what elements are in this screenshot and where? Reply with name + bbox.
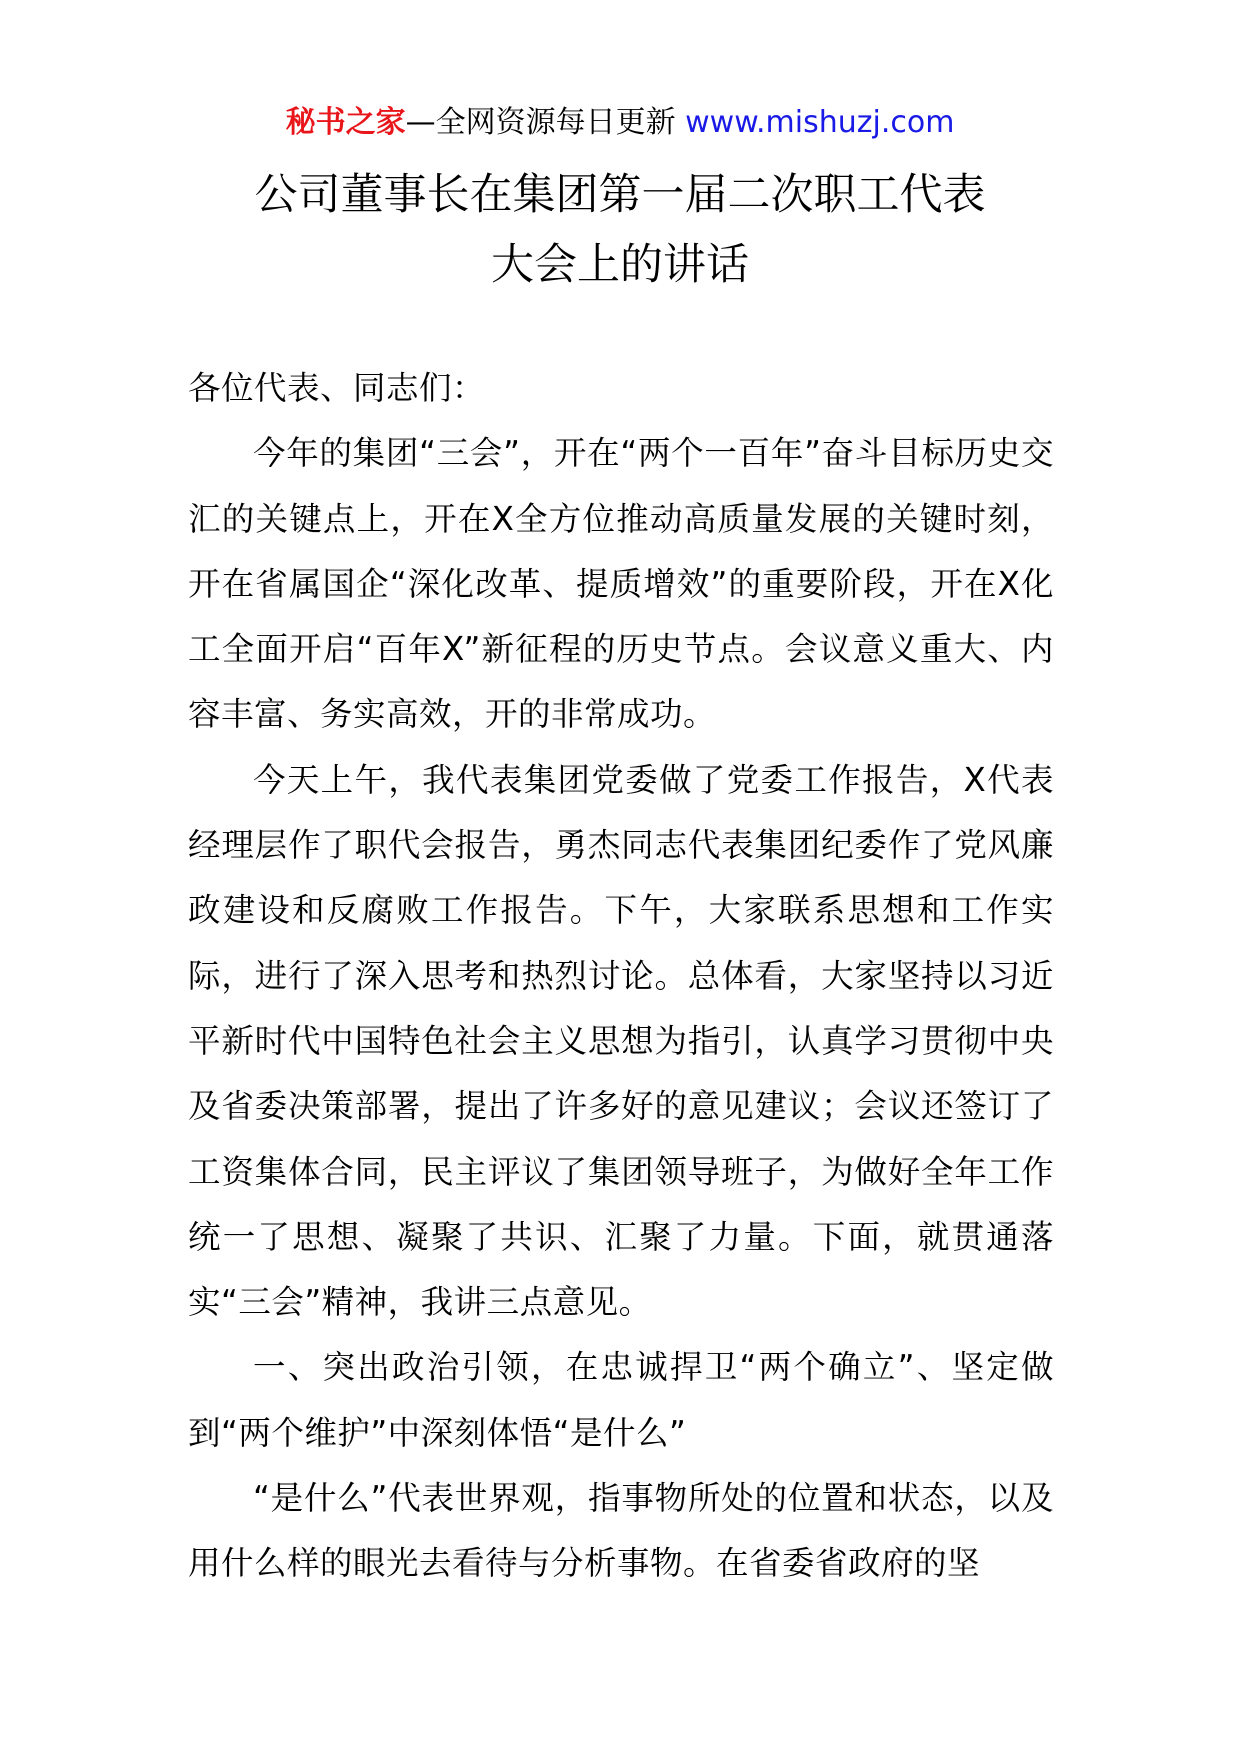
section-heading-1: 一、突出政治引领，在忠诚捍卫“两个确立”、坚定做到“两个维护”中深刻体悟“是什么” <box>188 1348 1054 1452</box>
paragraph-2: 今天上午，我代表集团党委做了党委工作报告，X代表经理层作了职代会报告，勇杰同志代表集团纪委作了党风廉政建设和反腐败工作报告。下午，大家联系思想和工作实际，进行了深入思考和热烈讨论。总体看，大家坚持以习近平新时代中国特色社会主义思想为指引，认真学习贯彻中央及省委决策部署，提出了许多好的意见建议；会议还签订了工资集体合同，民主评议了集团领导班子，为做好全年工作统一了思想、凝聚了共识、汇聚了力量。下面，就贯通落实“三会”精神，我讲三点意见。 <box>188 760 1054 1322</box>
salutation: 各位代表、同志们： <box>188 369 486 407</box>
paragraph-1: 今年的集团“三会”，开在“两个一百年”奋斗目标历史交汇的关键点上，开在X全方位推动高质量发展的关键时刻，开在省属国企“深化改革、提质增效”的重要阶段，开在X化工全面开启“百年X”新征程的历史节点。会议意义重大、内容丰富、务实高效，开的非常成功。 <box>188 434 1054 734</box>
document-title <box>0 160 1240 300</box>
site-header <box>0 100 1240 146</box>
document-body <box>188 356 1054 1597</box>
site-url-link[interactable]: www.mishuzj.com <box>685 105 955 140</box>
title-line-2: 大会上的讲话 <box>491 240 749 290</box>
brand-name: 秘书之家 <box>285 105 406 140</box>
section-paragraph-1: “是什么”代表世界观，指事物所处的位置和状态，以及用什么样的眼光去看待与分析事物。在省委省政府的坚 <box>188 1479 1054 1583</box>
header-tagline: —全网资源每日更新 <box>405 105 686 140</box>
title-line-1: 公司董事长在集团第一届二次职工代表 <box>254 170 986 220</box>
